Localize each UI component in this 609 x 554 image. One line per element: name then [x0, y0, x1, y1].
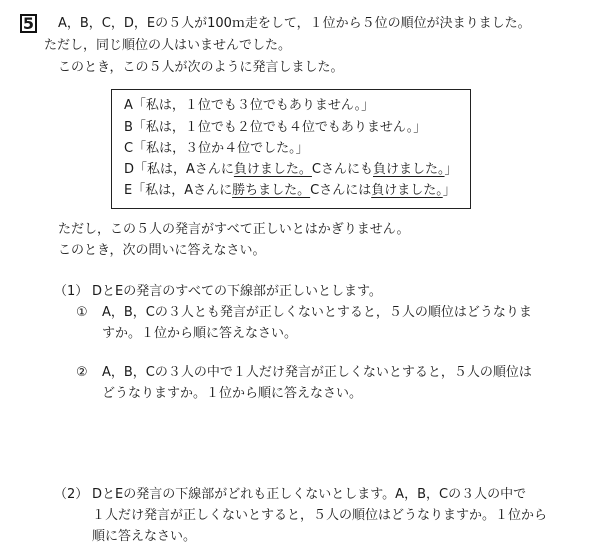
q1-sub1-line-1: A，B，Cの３人とも発言が正しくないとすると，５人の順位はどうなりま	[102, 305, 532, 320]
statement-d-underline-1: 負けました。	[233, 162, 312, 177]
statement-e-middle: Cさんには	[310, 183, 372, 198]
statement-d	[124, 163, 458, 176]
statement-c: C「私は，３位か４位でした。」	[124, 141, 309, 156]
q2-line-3: 順に答えなさい。	[92, 529, 197, 544]
q1-label: （1）	[54, 284, 89, 299]
note-line-2: このとき，次の問いに答えなさい。	[58, 243, 266, 258]
statement-e	[124, 184, 456, 197]
q2-label: （2）	[54, 487, 89, 502]
statement-b: B「私は，１位でも２位でも４位でもありません。」	[124, 120, 427, 135]
intro-line-1: A，B，C，D，Eの５人が100ｍ走をして，１位から５位の順位が決まりました。	[58, 16, 531, 31]
q2-line-1: DとEの発言の下線部がどれも正しくないとします。A，B，Cの３人の中で	[92, 487, 527, 502]
statements-box	[111, 89, 471, 209]
statement-e-prefix: E「私は，Aさんに	[124, 183, 233, 198]
q2-line-2: １人だけ発言が正しくないとすると，５人の順位はどうなりますか。１位から	[92, 508, 548, 523]
q1-sub2-line-2: どうなりますか。１位から順に答えなさい。	[102, 386, 363, 401]
statement-e-underline-2: 負けました。	[371, 183, 443, 198]
statement-d-prefix: D「私は，Aさんに	[124, 162, 234, 177]
statement-e-underline-1: 勝ちました。	[232, 183, 311, 198]
q1-sub2-mark: ②	[76, 365, 88, 380]
intro-line-3: このとき，この５人が次のように発言しました。	[58, 60, 344, 75]
q1-sub2-line-1: A，B，Cの３人の中で１人だけ発言が正しくないとすると，５人の順位は	[102, 365, 532, 380]
statement-d-middle: Cさんにも	[311, 162, 373, 177]
statement-d-underline-2: 負けました。	[373, 162, 445, 177]
statement-d-suffix: 」	[444, 162, 458, 177]
statement-e-suffix: 」	[442, 183, 456, 198]
problem-number: 5	[20, 14, 37, 33]
q1-sub1-line-2: すか。１位から順に答えなさい。	[102, 326, 298, 341]
q1-text: DとEの発言のすべての下線部が正しいとします。	[92, 284, 382, 299]
q1-sub1-mark: ①	[76, 305, 88, 320]
statement-a: A「私は，１位でも３位でもありません。」	[124, 98, 375, 113]
note-line-1: ただし，この５人の発言がすべて正しいとはかぎりません。	[58, 222, 410, 237]
intro-line-2: ただし，同じ順位の人はいませんでした。	[44, 38, 292, 53]
